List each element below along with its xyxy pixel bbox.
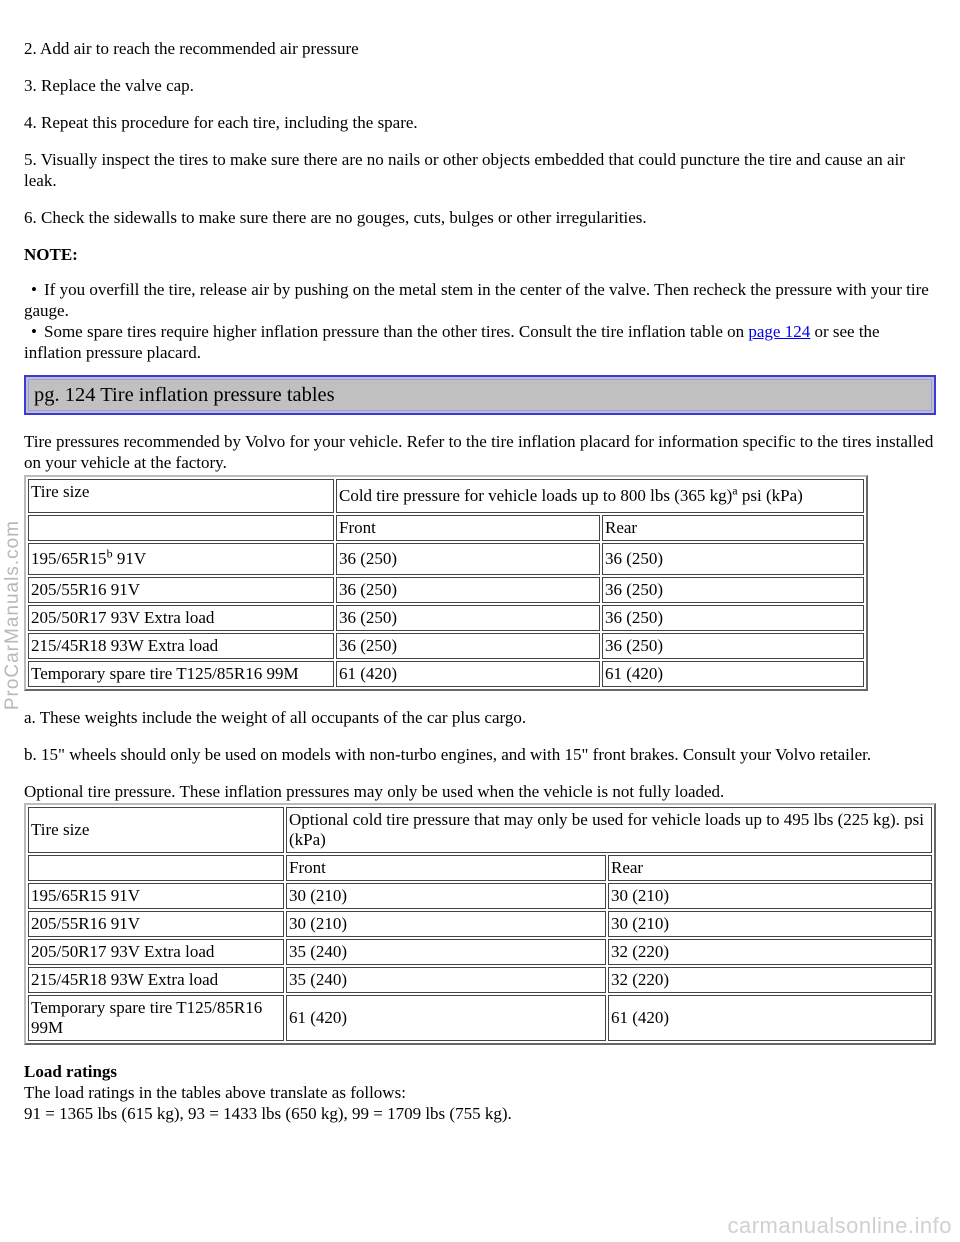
tire-size-cell: 205/50R17 93V Extra load [28, 605, 334, 631]
table-header-row [28, 479, 864, 513]
table-row [28, 543, 864, 575]
header-unit: psi (kPa) [737, 486, 803, 505]
footnote-marker: b [106, 546, 113, 561]
rear-value: 61 (420) [608, 995, 932, 1041]
section-heading: pg. 124 Tire inflation pressure tables [24, 375, 936, 415]
tire-size-cell: 205/55R16 91V [28, 577, 334, 603]
section-intro: Tire pressures recommended by Volvo for your vehicle. Refer to the tire inflation placard for information specific to the tires installed on your vehicle at the factory. [24, 432, 934, 472]
recommended-pressure-table [24, 475, 868, 691]
rear-value: 30 (210) [608, 883, 932, 909]
tire-size-cell: 205/50R17 93V Extra load [28, 939, 284, 965]
header-cell: Optional cold tire pressure that may only be used for vehicle loads up to 495 lbs (225 kg). psi (kPa) [286, 807, 932, 853]
step-5: 5. Visually inspect the tires to make sure there are no nails or other objects embedded that could puncture the tire and cause an air leak. [24, 150, 905, 190]
front-header: Front [336, 515, 600, 541]
table-row [28, 939, 932, 965]
rear-header: Rear [608, 855, 932, 881]
table-row [28, 883, 932, 909]
empty-cell [28, 855, 284, 881]
front-value: 30 (210) [286, 911, 606, 937]
footer-watermark: carmanualsonline.info [727, 1213, 952, 1238]
step-2: 2. Add air to reach the recommended air pressure [24, 39, 359, 58]
rear-value: 30 (210) [608, 911, 932, 937]
load-ratings-values: 91 = 1365 lbs (615 kg), 93 = 1433 lbs (650 kg), 99 = 1709 lbs (755 kg). [24, 1104, 512, 1123]
table-row [28, 577, 864, 603]
rear-header: Rear [602, 515, 864, 541]
note-heading: NOTE: [24, 245, 78, 264]
tire-size-cell [28, 543, 334, 575]
tire-size-cell: 215/45R18 93W Extra load [28, 967, 284, 993]
table-subheader-row [28, 855, 932, 881]
rear-value: 36 (250) [602, 605, 864, 631]
front-value: 36 (250) [336, 605, 600, 631]
table-subheader-row [28, 515, 864, 541]
rear-value: 61 (420) [602, 661, 864, 687]
front-value: 61 (420) [336, 661, 600, 687]
header-cell: Tire size [28, 479, 334, 513]
tire-size-suffix: 91V [112, 549, 147, 568]
front-value: 35 (240) [286, 939, 606, 965]
rear-value: 36 (250) [602, 577, 864, 603]
bullet-icon: • [31, 280, 37, 299]
table-row [28, 995, 932, 1041]
table-row [28, 633, 864, 659]
table-row [28, 967, 932, 993]
optional-pressure-table [24, 803, 936, 1045]
table-row [28, 911, 932, 937]
tire-size-cell: 215/45R18 93W Extra load [28, 633, 334, 659]
header-cell [336, 479, 864, 513]
bullet-icon: • [31, 322, 37, 341]
front-value: 61 (420) [286, 995, 606, 1041]
note-list [24, 279, 936, 363]
note-text: or see the inflation pressure placard. [24, 322, 880, 362]
tire-size-cell: 195/65R15 91V [28, 883, 284, 909]
rear-value: 32 (220) [608, 967, 932, 993]
footnote-marker: a [732, 483, 738, 498]
front-value: 30 (210) [286, 883, 606, 909]
rear-value: 36 (250) [602, 543, 864, 575]
table-row [28, 605, 864, 631]
header-cell: Tire size [28, 807, 284, 853]
front-header: Front [286, 855, 606, 881]
load-ratings-heading: Load ratings [24, 1062, 118, 1081]
table-header-row [28, 807, 932, 853]
tire-size-cell: 205/55R16 91V [28, 911, 284, 937]
tire-size-cell: Temporary spare tire T125/85R16 99M [28, 661, 334, 687]
front-value: 36 (250) [336, 577, 600, 603]
tire-size: 195/65R15 [31, 549, 107, 568]
footnote-b: b. 15" wheels should only be used on models with non-turbo engines, and with 15" front brakes. Consult your Volvo retailer. [24, 745, 872, 764]
step-6: 6. Check the sidewalls to make sure there are no gouges, cuts, bulges or other irregularities. [24, 208, 647, 227]
step-4: 4. Repeat this procedure for each tire, including the spare. [24, 113, 418, 132]
rear-value: 36 (250) [602, 633, 864, 659]
empty-cell [28, 515, 334, 541]
load-ratings-line: The load ratings in the tables above translate as follows: [24, 1083, 406, 1102]
front-value: 36 (250) [336, 543, 600, 575]
rear-value: 32 (220) [608, 939, 932, 965]
page-124-link[interactable]: page 124 [748, 322, 811, 341]
optional-intro: Optional tire pressure. These inflation pressures may only be used when the vehicle is not fully loaded. [24, 782, 725, 801]
tire-size-cell: Temporary spare tire T125/85R16 99M [28, 995, 284, 1041]
note-item [24, 321, 936, 363]
footnote-a: a. These weights include the weight of all occupants of the car plus cargo. [24, 708, 527, 727]
front-value: 36 (250) [336, 633, 600, 659]
note-text: If you overfill the tire, release air by pushing on the metal stem in the center of the valve. Then recheck the pressure with your tire gauge. [24, 280, 929, 320]
note-text: Some spare tires require higher inflation pressure than the other tires. Consult the tire inflation table on [44, 322, 749, 341]
note-item [24, 279, 936, 321]
front-value: 35 (240) [286, 967, 606, 993]
step-3: 3. Replace the valve cap. [24, 76, 194, 95]
table-row [28, 661, 864, 687]
side-watermark: ProCarManuals.com [2, 520, 23, 711]
manual-page [24, 38, 936, 1124]
header-text: Cold tire pressure for vehicle loads up to 800 lbs (365 kg) [339, 486, 733, 505]
